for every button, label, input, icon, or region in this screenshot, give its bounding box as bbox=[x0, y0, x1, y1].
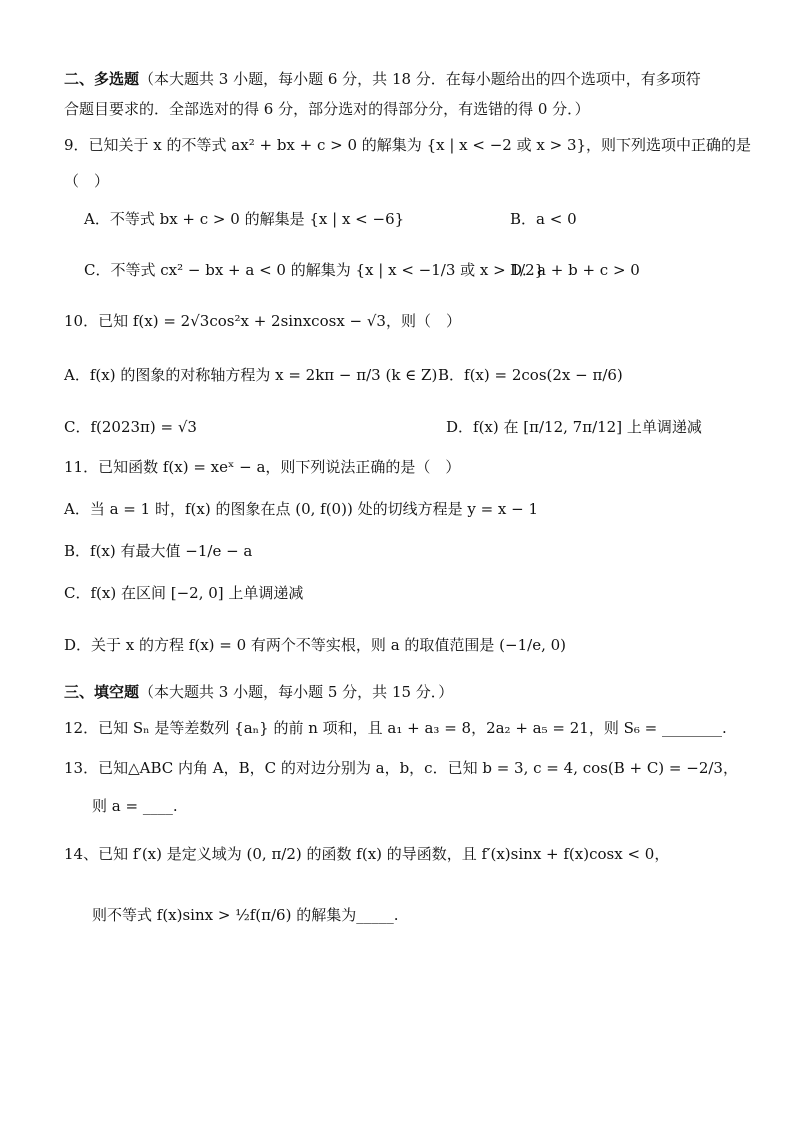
q10-option-b: B．f(x) = 2cos(2x − π/6) bbox=[438, 366, 623, 384]
q11-option-d: D．关于 x 的方程 f(x) = 0 有两个不等实根，则 a 的取值范围是 (−1/e, 0) bbox=[64, 636, 566, 654]
q10-stem: 10．已知 f(x) = 2√3cos²x + 2sinxcosx − √3，则（ ） bbox=[64, 312, 461, 330]
q10-option-c: C．f(2023π) = √3 bbox=[64, 418, 197, 436]
q9-option-a: A．不等式 bx + c > 0 的解集是 {x | x < −6} bbox=[84, 210, 405, 228]
q13-line1: 13．已知△ABC 内角 A，B，C 的对边分别为 a，b，c．已知 b = 3, c = 4, cos(B + C) = −2/3， bbox=[64, 759, 738, 777]
section3-desc: （本大题共 3 小题，每小题 5 分，共 15 分．） bbox=[139, 683, 454, 701]
q9-paren: （ ） bbox=[64, 172, 110, 190]
q14-line1: 14、已知 f′(x) 是定义域为 (0, π/2) 的函数 f(x) 的导函数，且 f′(x)sinx + f(x)cosx < 0， bbox=[64, 845, 670, 863]
section2-title: 二、多选题 bbox=[64, 70, 140, 88]
q11-option-c: C．f(x) 在区间 [−2, 0] 上单调递减 bbox=[64, 584, 304, 602]
section2-desc-line1: （本大题共 3 小题，每小题 6 分，共 18 分．在每小题给出的四个选项中，有多项符 bbox=[139, 70, 701, 88]
q10-option-a: A．f(x) 的图象的对称轴方程为 x = 2kπ − π/3 (k ∈ Z) bbox=[64, 366, 438, 384]
section3-title: 三、填空题 bbox=[64, 683, 140, 701]
section2-header bbox=[64, 68, 701, 90]
q9-option-d: D．a + b + c > 0 bbox=[510, 261, 640, 279]
q10-option-d: D．f(x) 在 [π/12, 7π/12] 上单调递减 bbox=[446, 418, 702, 436]
q14-line2: 则不等式 f(x)sinx > ½f(π/6) 的解集为_____. bbox=[92, 906, 399, 924]
section3-header bbox=[64, 681, 453, 703]
section2-desc-line2: 合题目要求的．全部选对的得 6 分，部分选对的得部分分，有选错的得 0 分．） bbox=[64, 100, 590, 118]
q9-stem: 9．已知关于 x 的不等式 ax² + bx + c > 0 的解集为 {x | x < −2 或 x > 3}，则下列选项中正确的是 bbox=[64, 136, 752, 154]
q13-line2: 则 a = ____. bbox=[92, 797, 178, 815]
q12-text: 12．已知 Sₙ 是等差数列 {aₙ} 的前 n 项和，且 a₁ + a₃ = 8，2a₂ + a₅ = 21，则 S₆ = ________. bbox=[64, 719, 727, 737]
q11-stem: 11．已知函数 f(x) = xeˣ − a，则下列说法正确的是（ ） bbox=[64, 458, 461, 476]
q11-option-b: B．f(x) 有最大值 −1/e − a bbox=[64, 542, 253, 560]
q9-option-c: C．不等式 cx² − bx + a < 0 的解集为 {x | x < −1/3 或 x > 1/2} bbox=[84, 261, 545, 279]
q11-option-a: A．当 a = 1 时，f(x) 的图象在点 (0, f(0)) 处的切线方程是 y = x − 1 bbox=[64, 500, 539, 518]
q9-option-b: B．a < 0 bbox=[510, 210, 577, 228]
